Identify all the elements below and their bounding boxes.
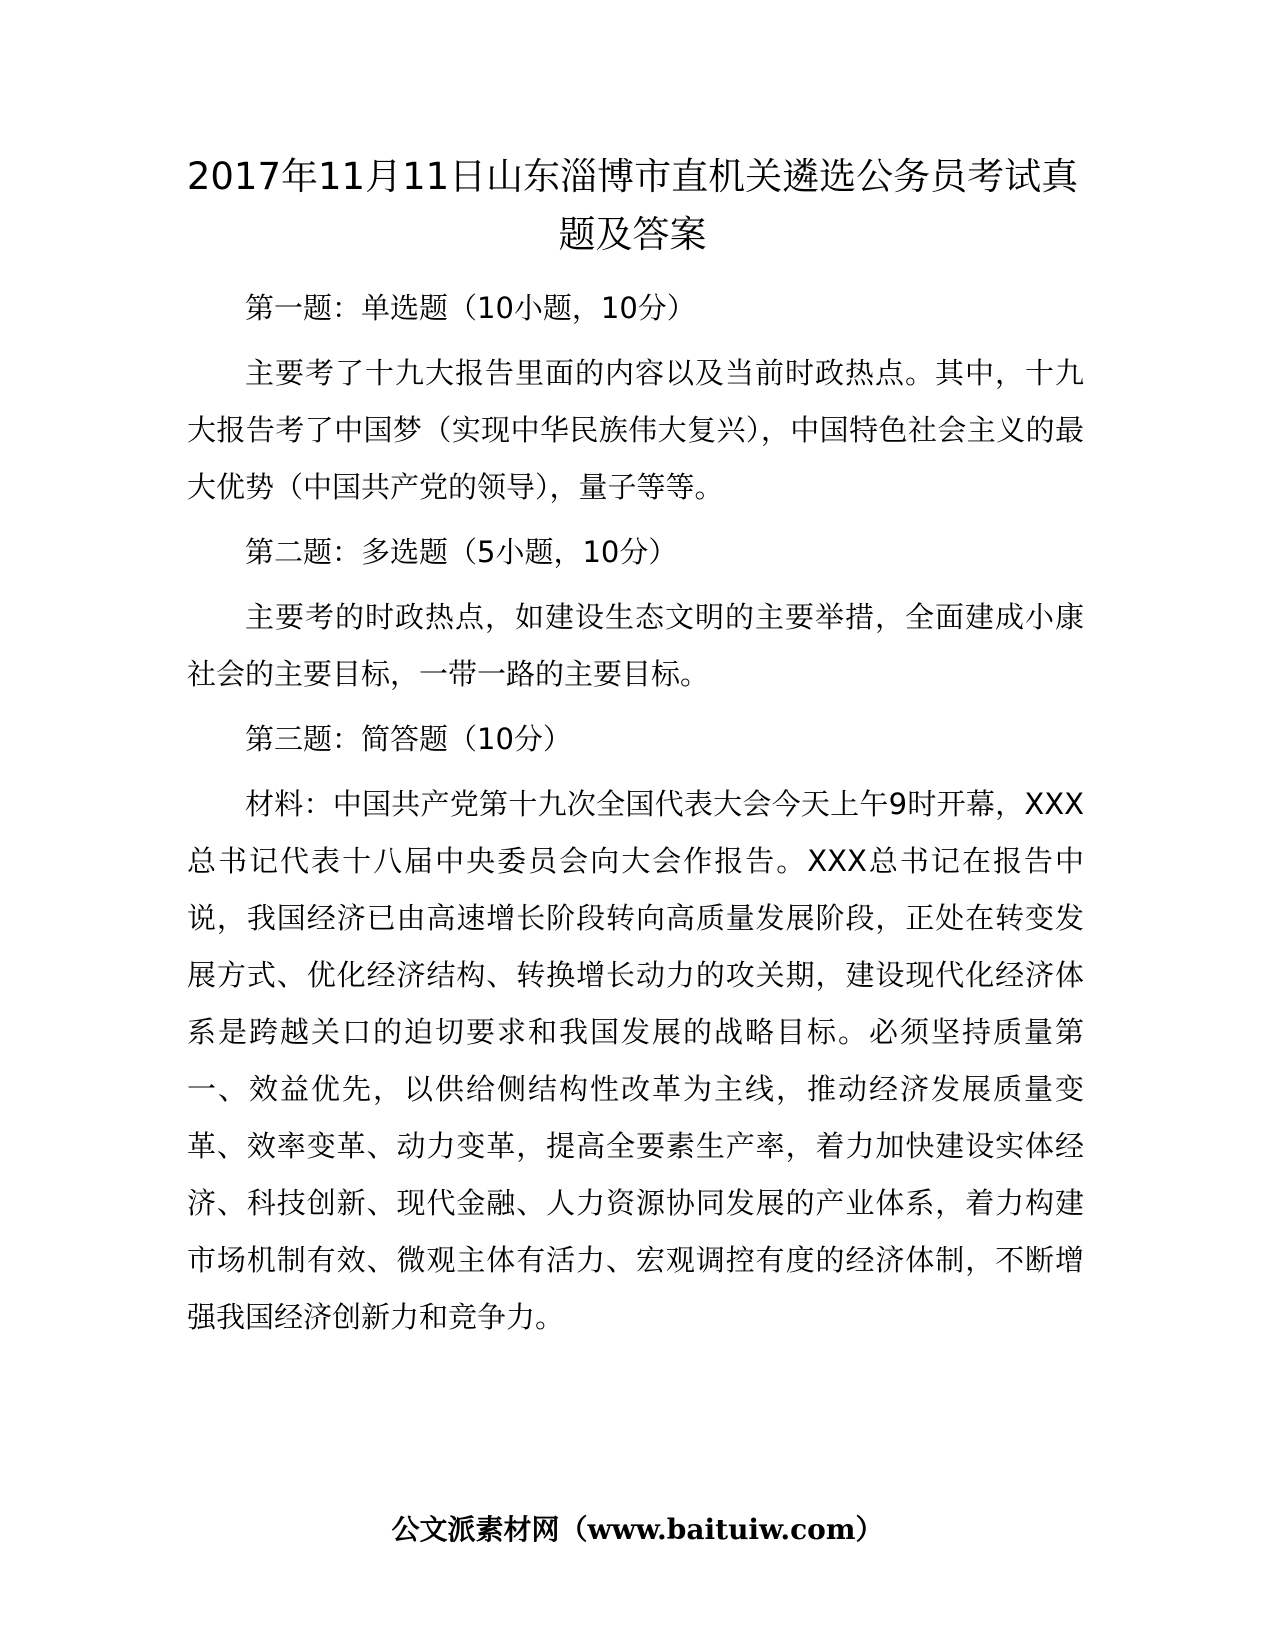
section-text-2: 主要考的时政热点，如建设生态文明的主要举措，全面建成小康社会的主要目标，一带一路的主要目标。 bbox=[187, 600, 1084, 691]
section-heading-2: 第二题：多选题（5小题，10分） bbox=[245, 535, 678, 569]
document-title: 2017年11月11日山东淄博市直机关遴选公务员考试真题及答案 bbox=[186, 155, 1079, 256]
section-heading-3: 第三题：简答题（10分） bbox=[245, 722, 572, 756]
document-body bbox=[187, 280, 1084, 1354]
page-footer: 公文派素材网（www.baituiw.com） bbox=[391, 1513, 884, 1546]
section-text-1: 主要考了十九大报告里面的内容以及当前时政热点。其中，十九大报告考了中国梦（实现中华民族伟大复兴），中国特色社会主义的最大优势（中国共产党的领导），量子等等。 bbox=[187, 356, 1084, 504]
section-text-3: 材料：中国共产党第十九次全国代表大会今天上午9时开幕，XXX总书记代表十八届中央委员会向大会作报告。XXX总书记在报告中说，我国经济已由高速增长阶段转向高质量发展阶段，正处在转变发展方式、优化经济结构、转换增长动力的攻关期，建设现代化经济体系是跨越关口的迫切要求和我国发展的战略目标。必须坚持质量第一、效益优先，以供给侧结构性改革为主线，推动经济发展质量变革、效率变革、动力变革，提高全要素生产率，着力加快建设实体经济、科技创新、现代金融、人力资源协同发展的产业体系，着力构建市场机制有效、微观主体有活力、宏观调控有度的经济体制，不断增强我国经济创新力和竞争力。 bbox=[187, 787, 1084, 1334]
section-heading-1: 第一题：单选题（10小题，10分） bbox=[245, 291, 696, 325]
